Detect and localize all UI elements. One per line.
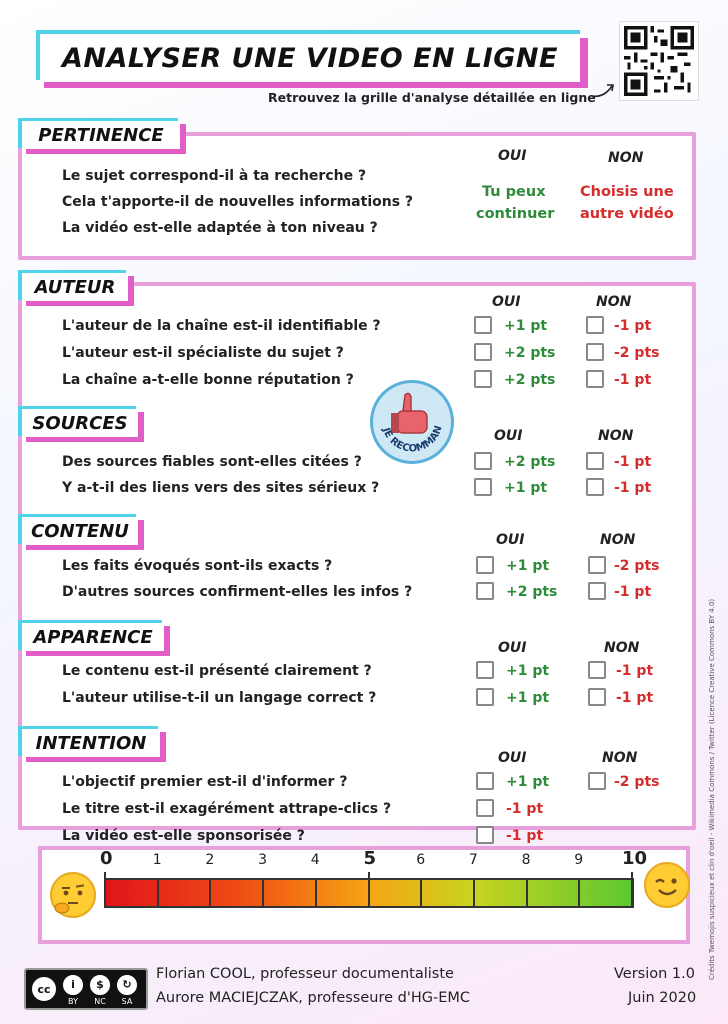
auteur-oui-checkbox[interactable] [474,316,492,334]
points-value: +2 pts [504,372,556,388]
points-value: -1 pt [614,454,652,470]
scale-label: 6 [416,852,426,868]
date-label: Juin 2020 [628,990,697,1006]
auteur-oui-checkbox[interactable] [474,370,492,388]
arrow-icon [590,80,620,102]
points-value: -1 pt [616,663,654,679]
contenu-non-checkbox[interactable] [588,556,606,574]
sources-non-checkbox[interactable] [586,478,604,496]
sources-oui-checkbox[interactable] [474,478,492,496]
points-value: -2 pts [614,774,660,790]
apparence-non-checkbox[interactable] [588,661,606,679]
sa-icon: ↻ [115,973,139,997]
license-by: BY [68,996,78,1006]
intention-non-header: NON [602,750,638,766]
intention-question: Le titre est-il exagérément attrape-clics ? [62,801,392,817]
contenu-question: D'autres sources confirment-elles les infos ? [62,584,413,600]
apparence-non-checkbox[interactable] [588,688,606,706]
scale-tick [104,872,106,908]
sources-non-checkbox[interactable] [586,452,604,470]
page-title: ANALYSER UNE VIDEO EN LIGNE [62,42,558,74]
by-icon: i [61,973,85,997]
svg-text:JE RECOMMANDE !: JE RECOMMAN [380,424,445,455]
scale-label: 9 [574,852,584,868]
scale-tick [315,878,317,908]
winking-face-icon [644,862,690,908]
points-value: +1 pt [506,558,550,574]
auteur-question: L'auteur est-il spécialiste du sujet ? [62,345,344,361]
contenu-oui-checkbox[interactable] [476,556,494,574]
intention-non-checkbox[interactable] [588,772,606,790]
points-value: -1 pt [614,584,652,600]
sources-oui-header: OUI [494,428,523,444]
sources-oui-checkbox[interactable] [474,452,492,470]
points-value: -1 pt [506,801,544,817]
points-value: +1 pt [506,774,550,790]
sources-question: Y a-t-il des liens vers des sites sérieux ? [62,480,380,496]
points-value: +1 pt [504,480,548,496]
scale-label: 5 [363,848,377,869]
intention-question: La vidéo est-elle sponsorisée ? [62,828,305,844]
pertinence-question: Le sujet correspond-il à ta recherche ? [62,168,367,184]
points-value: -1 pt [614,318,652,334]
scale-tick [526,878,528,908]
pertinence-non-header: NON [608,150,644,166]
contenu-question: Les faits évoqués sont-ils exacts ? [62,558,333,574]
pertinence-question: Cela t'apporte-il de nouvelles informations ? [62,194,414,210]
sources-question: Des sources fiables sont-elles citées ? [62,454,362,470]
contenu-oui-header: OUI [496,532,525,548]
scale-label: 8 [521,852,531,868]
recommend-badge [370,380,454,464]
points-value: +1 pt [506,663,550,679]
qr-code-icon[interactable] [620,22,698,100]
points-value: +1 pt [506,690,550,706]
nc-icon: $ [88,973,112,997]
scale-tick [578,878,580,908]
points-value: +2 pts [504,454,556,470]
scale-tick [157,878,159,908]
thinking-face-icon [50,872,96,918]
scale-tick [420,878,422,908]
points-value: +1 pt [504,318,548,334]
scale-tick [209,878,211,908]
intention-oui-header: OUI [498,750,527,766]
scale-label: 10 [622,848,648,869]
points-value: -2 pts [614,345,660,361]
image-credits: Crédits Twemojis suspicieux et clin d'oeil - Wikimedia Commons / Twitter (Licence Creative Commons BY 4.0) [708,598,716,980]
points-value: -2 pts [614,558,660,574]
thumbs-up-icon [373,383,451,461]
scale-label: 3 [258,852,268,868]
apparence-oui-checkbox[interactable] [476,661,494,679]
intention-question: L'objectif premier est-il d'informer ? [62,774,348,790]
version-label: Version 1.0 [614,966,695,982]
intention-oui-checkbox[interactable] [476,772,494,790]
auteur-question: L'auteur de la chaîne est-il identifiable ? [62,318,381,334]
license-nc: NC [94,996,106,1006]
points-value: -1 pt [614,372,652,388]
auteur-oui-checkbox[interactable] [474,343,492,361]
contenu-non-header: NON [600,532,636,548]
scale-tick [631,872,633,908]
pertinence-oui-header: OUI [498,148,527,164]
apparence-non-header: NON [604,640,640,656]
sources-non-header: NON [598,428,634,444]
auteur-oui-header: OUI [492,294,521,310]
scale-label: 1 [152,852,162,868]
auteur-non-checkbox[interactable] [586,316,604,334]
author-line: Florian COOL, professeur documentaliste [156,966,454,982]
scale-tick [473,878,475,908]
scale-tick [262,878,264,908]
points-value: -1 pt [616,690,654,706]
intention-oui-checkbox[interactable] [476,826,494,844]
auteur-non-header: NON [596,294,632,310]
points-value: -1 pt [506,828,544,844]
points-value: +2 pts [504,345,556,361]
scale-label: 4 [310,852,320,868]
points-value: +2 pts [506,584,558,600]
title-banner [36,28,588,86]
scale-label: 0 [100,848,113,869]
author-line: Aurore MACIEJCZAK, professeure d'HG-EMC [156,990,471,1006]
contenu-non-checkbox[interactable] [588,582,606,600]
scale-tick [368,872,370,908]
intention-oui-checkbox[interactable] [476,799,494,817]
apparence-oui-header: OUI [498,640,527,656]
scale-label: 7 [468,852,478,868]
scale-label: 2 [205,852,215,868]
auteur-non-checkbox[interactable] [586,370,604,388]
pertinence-question: La vidéo est-elle adaptée à ton niveau ? [62,220,378,236]
points-value: -1 pt [614,480,652,496]
apparence-question: Le contenu est-il présenté clairement ? [62,663,372,679]
continue-text: continuer [476,206,555,222]
auteur-question: La chaîne a-t-elle bonne réputation ? [62,372,354,388]
auteur-non-checkbox[interactable] [586,343,604,361]
apparence-question: L'auteur utilise-t-il un langage correct ? [62,690,377,706]
license-sa: SA [121,996,133,1006]
change-video-text: Choisis une [580,184,674,200]
creative-commons-badge [24,968,148,1010]
continue-text: Tu peux [482,184,546,200]
subtitle: Retrouvez la grille d'analyse détaillée en ligne [268,90,596,105]
contenu-oui-checkbox[interactable] [476,582,494,600]
apparence-oui-checkbox[interactable] [476,688,494,706]
cc-icon: cc [30,975,58,1003]
change-video-text: autre vidéo [580,206,674,222]
